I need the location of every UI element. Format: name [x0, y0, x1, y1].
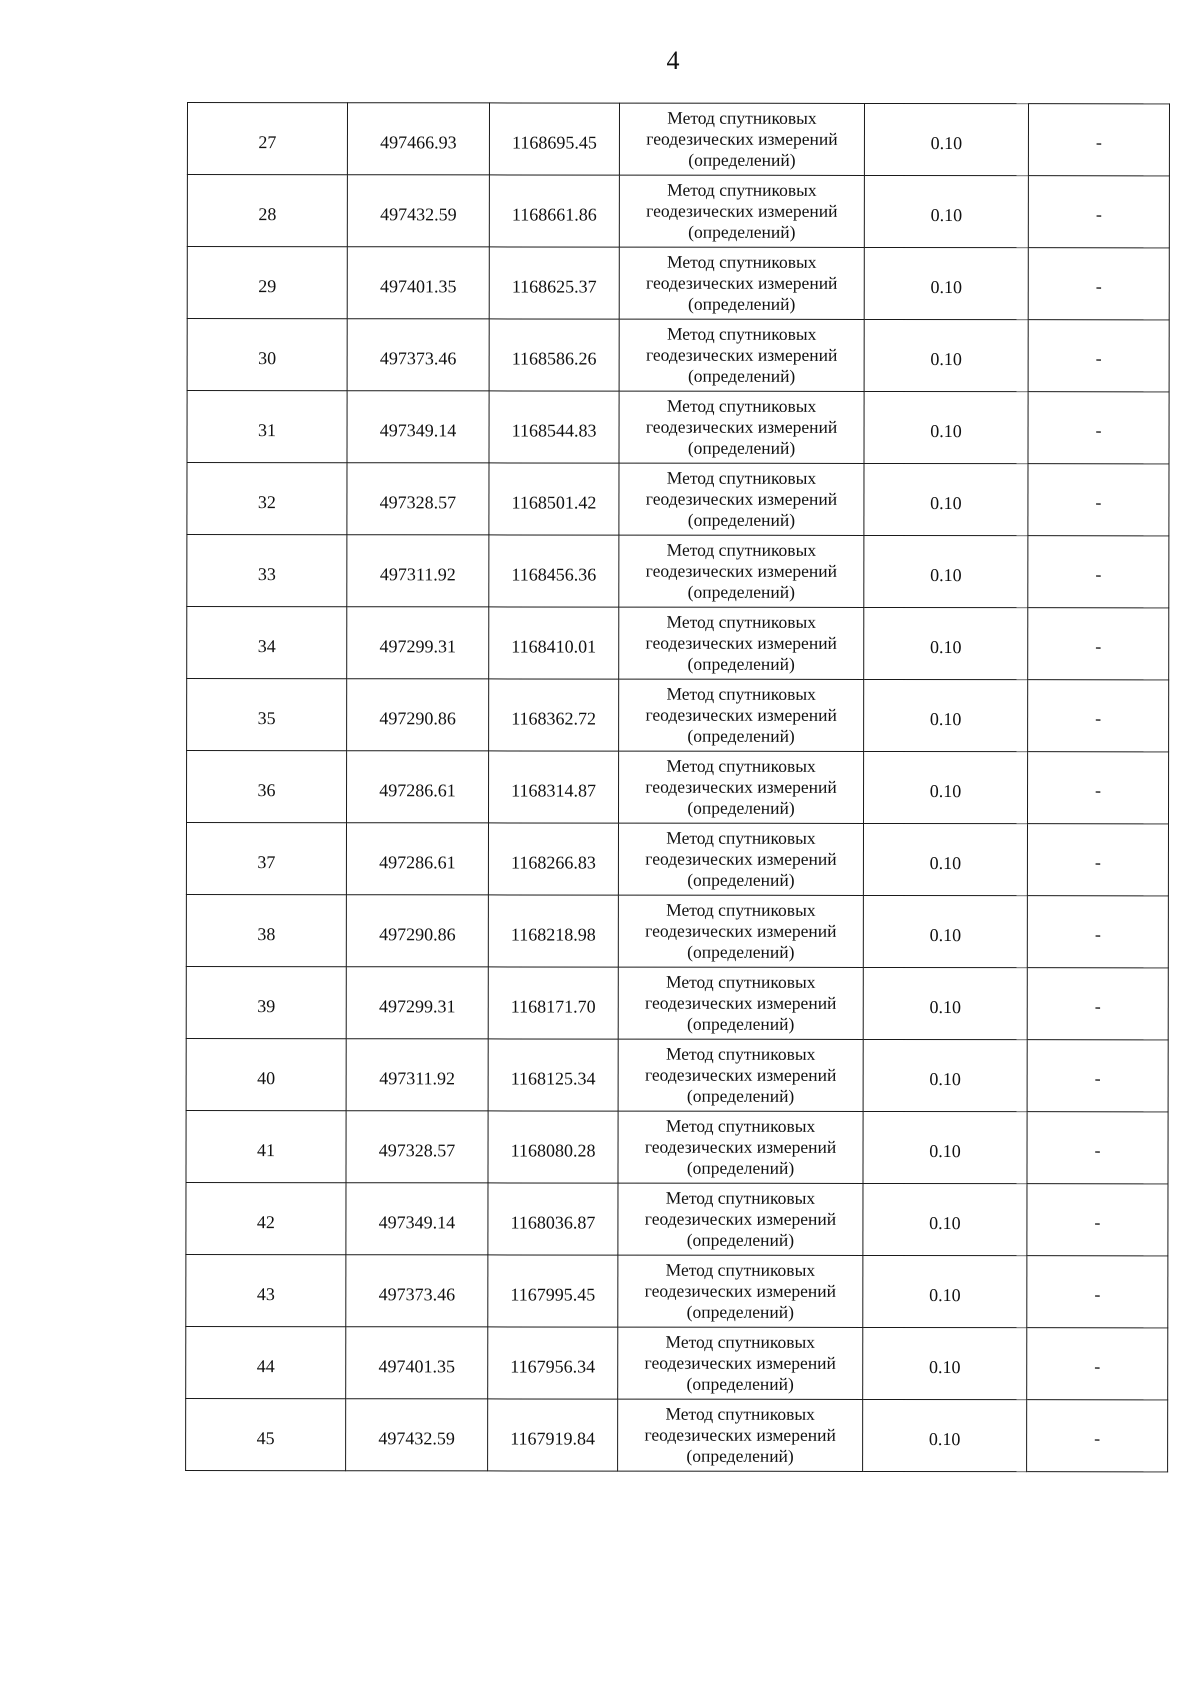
y-coordinate-cell: 1168266.83 [488, 823, 618, 895]
method-text-line: (определений) [687, 869, 795, 890]
y-coordinate-cell: 1168695.45 [489, 103, 619, 175]
accuracy-cell: 0.10 [864, 103, 1028, 175]
table-row [187, 175, 1169, 248]
point-number-cell: 41 [186, 1110, 346, 1182]
y-coordinate-cell: 1168362.72 [489, 679, 619, 751]
method-text-line: (определений) [688, 149, 796, 170]
point-number-cell: 33 [187, 535, 347, 607]
method-text-line: геодезических измерений [645, 992, 837, 1013]
method-text-line: геодезических измерений [646, 128, 838, 149]
point-number-cell: 34 [187, 607, 347, 679]
method-text-line: геодезических измерений [645, 776, 837, 797]
x-coordinate-cell: 497432.59 [347, 175, 489, 247]
x-coordinate-cell: 497401.35 [346, 1327, 488, 1399]
note-cell: - [1027, 1400, 1168, 1472]
point-number-cell: 32 [187, 463, 347, 535]
method-text-line: геодезических измерений [645, 488, 838, 509]
method-text-line: геодезических измерений [644, 1280, 837, 1301]
x-coordinate-cell: 497373.46 [346, 1255, 488, 1327]
point-number-cell: 42 [186, 1182, 346, 1254]
accuracy-cell: 0.10 [864, 607, 1028, 679]
method-text-line: геодезических измерений [644, 1136, 837, 1157]
note-cell: - [1027, 752, 1168, 824]
note-cell: - [1027, 1112, 1168, 1184]
note-cell: - [1027, 1256, 1168, 1328]
method-text-line: (определений) [686, 1229, 795, 1250]
method-cell [619, 247, 864, 319]
table-row [186, 966, 1168, 1039]
accuracy-cell: 0.10 [864, 391, 1028, 463]
note-cell: - [1028, 248, 1169, 320]
method-cell [619, 391, 864, 463]
method-cell [619, 175, 864, 247]
x-coordinate-cell: 497311.92 [347, 535, 489, 607]
x-coordinate-cell: 497466.93 [347, 103, 489, 175]
note-cell: - [1028, 176, 1169, 248]
method-text-line: геодезических измерений [645, 560, 838, 581]
method-cell [619, 607, 864, 679]
method-text-line: (определений) [687, 797, 795, 818]
point-number-cell: 37 [186, 823, 346, 895]
method-text-line: (определений) [687, 581, 795, 602]
accuracy-cell: 0.10 [863, 895, 1027, 967]
method-text-line: Метод спутниковых [666, 755, 816, 776]
table-row [186, 823, 1168, 896]
method-text-line: Метод спутниковых [665, 1187, 816, 1208]
method-text-line: (определений) [686, 1085, 795, 1106]
y-coordinate-cell: 1168544.83 [489, 391, 619, 463]
method-text-line: геодезических измерений [644, 1424, 836, 1445]
accuracy-cell: 0.10 [864, 175, 1028, 247]
note-cell: - [1028, 464, 1169, 536]
y-coordinate-cell: 1167956.34 [488, 1327, 618, 1399]
x-coordinate-cell: 497401.35 [347, 247, 489, 319]
table-row [187, 391, 1169, 464]
accuracy-cell: 0.10 [863, 1039, 1027, 1111]
x-coordinate-cell: 497311.92 [346, 1039, 488, 1111]
table-row [186, 1398, 1168, 1471]
note-cell: - [1027, 824, 1168, 896]
method-text-line: Метод спутниковых [665, 1259, 816, 1280]
y-coordinate-cell: 1168456.36 [489, 535, 619, 607]
method-cell [618, 823, 863, 895]
accuracy-cell: 0.10 [864, 535, 1028, 607]
coordinates-table-body [186, 103, 1170, 1472]
method-text-line: (определений) [687, 437, 796, 458]
method-cell [618, 751, 863, 823]
table-row [186, 1038, 1168, 1111]
note-cell: - [1028, 104, 1169, 176]
method-text-line: Метод спутниковых [666, 611, 817, 632]
method-text-line: Метод спутниковых [666, 683, 816, 704]
point-number-cell: 28 [187, 175, 347, 247]
note-cell: - [1028, 680, 1169, 752]
table-row [186, 894, 1168, 967]
method-text-line: Метод спутниковых [665, 1331, 816, 1352]
y-coordinate-cell: 1168586.26 [489, 319, 619, 391]
method-text-line: геодезических измерений [644, 1064, 837, 1085]
accuracy-cell: 0.10 [863, 967, 1027, 1039]
method-text-line: геодезических измерений [645, 416, 838, 437]
x-coordinate-cell: 497286.61 [346, 823, 488, 895]
method-cell [618, 1255, 863, 1327]
method-text-line: (определений) [687, 1013, 795, 1034]
method-text-line: (определений) [688, 293, 796, 314]
method-cell [619, 103, 864, 175]
x-coordinate-cell: 497349.14 [347, 391, 489, 463]
method-cell [618, 1111, 863, 1183]
method-text-line: геодезических измерений [645, 344, 838, 365]
accuracy-cell: 0.10 [863, 1399, 1027, 1471]
accuracy-cell: 0.10 [864, 247, 1028, 319]
method-text-line: геодезических измерений [646, 200, 838, 221]
y-coordinate-cell: 1168410.01 [489, 607, 619, 679]
x-coordinate-cell: 497328.57 [346, 1111, 488, 1183]
accuracy-cell: 0.10 [863, 1327, 1027, 1399]
method-text-line: (определений) [687, 725, 795, 746]
y-coordinate-cell: 1167995.45 [488, 1255, 618, 1327]
point-number-cell: 31 [187, 391, 347, 463]
method-text-line: геодезических измерений [645, 704, 837, 725]
table-row [187, 607, 1169, 680]
table-row [186, 1254, 1168, 1327]
accuracy-cell: 0.10 [863, 1255, 1027, 1327]
point-number-cell: 43 [186, 1254, 346, 1326]
note-cell: - [1027, 1184, 1168, 1256]
point-number-cell: 45 [186, 1398, 346, 1470]
method-text-line: Метод спутниковых [666, 827, 816, 848]
accuracy-cell: 0.10 [864, 463, 1028, 535]
method-text-line: (определений) [687, 653, 795, 674]
note-cell: - [1027, 896, 1168, 968]
method-text-line: геодезических измерений [644, 1208, 837, 1229]
point-number-cell: 29 [187, 247, 347, 319]
method-text-line: Метод спутниковых [666, 467, 817, 488]
method-text-line: геодезических измерений [645, 632, 837, 653]
note-cell: - [1028, 608, 1169, 680]
y-coordinate-cell: 1168080.28 [488, 1111, 618, 1183]
note-cell: - [1027, 1328, 1168, 1400]
method-text-line: (определений) [687, 941, 795, 962]
table-row [186, 751, 1168, 824]
method-text-line: (определений) [688, 221, 796, 242]
method-cell [619, 463, 864, 535]
method-text-line: Метод спутниковых [667, 179, 817, 200]
method-text-line: Метод спутниковых [667, 107, 817, 128]
table-row [186, 1326, 1168, 1399]
method-text-line: (определений) [686, 1373, 794, 1394]
y-coordinate-cell: 1167919.84 [488, 1399, 618, 1471]
point-number-cell: 40 [186, 1038, 346, 1110]
table-row [187, 463, 1169, 536]
method-text-line: геодезических измерений [645, 920, 837, 941]
note-cell: - [1028, 536, 1169, 608]
page-number: 4 [666, 46, 680, 75]
x-coordinate-cell: 497290.86 [346, 895, 488, 967]
method-text-line: Метод спутниковых [666, 971, 816, 992]
y-coordinate-cell: 1168125.34 [488, 1039, 618, 1111]
accuracy-cell: 0.10 [864, 319, 1028, 391]
method-text-line: Метод спутниковых [665, 1043, 816, 1064]
accuracy-cell: 0.10 [863, 751, 1027, 823]
x-coordinate-cell: 497299.31 [347, 607, 489, 679]
point-number-cell: 38 [186, 894, 346, 966]
x-coordinate-cell: 497299.31 [346, 967, 488, 1039]
point-number-cell: 30 [187, 319, 347, 391]
table-row [187, 247, 1169, 320]
method-text-line: Метод спутниковых [665, 1115, 816, 1136]
note-cell: - [1028, 392, 1169, 464]
y-coordinate-cell: 1168661.86 [489, 175, 619, 247]
method-text-line: Метод спутниковых [666, 323, 817, 344]
method-text-line: геодезических измерений [645, 848, 837, 869]
method-text-line: (определений) [687, 509, 796, 530]
method-text-line: Метод спутниковых [666, 899, 816, 920]
table-row [187, 535, 1169, 608]
point-number-cell: 36 [186, 751, 346, 823]
method-text-line: Метод спутниковых [666, 395, 817, 416]
x-coordinate-cell: 497286.61 [346, 751, 488, 823]
method-text-line: Метод спутниковых [666, 539, 817, 560]
x-coordinate-cell: 497373.46 [347, 319, 489, 391]
method-cell [618, 1327, 863, 1399]
y-coordinate-cell: 1168171.70 [488, 967, 618, 1039]
x-coordinate-cell: 497349.14 [346, 1183, 488, 1255]
note-cell: - [1028, 320, 1169, 392]
table-row [187, 319, 1169, 392]
y-coordinate-cell: 1168625.37 [489, 247, 619, 319]
method-cell [618, 1399, 863, 1471]
method-cell [619, 679, 864, 751]
method-text-line: геодезических измерений [646, 272, 838, 293]
y-coordinate-cell: 1168036.87 [488, 1183, 618, 1255]
accuracy-cell: 0.10 [863, 1111, 1027, 1183]
note-cell: - [1027, 968, 1168, 1040]
point-number-cell: 35 [187, 679, 347, 751]
method-text-line: (определений) [686, 1301, 794, 1322]
method-cell [618, 1039, 863, 1111]
method-text-line: Метод спутниковых [665, 1403, 815, 1424]
method-cell [618, 967, 863, 1039]
point-number-cell: 27 [187, 103, 347, 175]
point-number-cell: 39 [186, 966, 346, 1038]
method-text-line: (определений) [686, 1445, 794, 1466]
method-cell [618, 1183, 863, 1255]
method-text-line: (определений) [687, 365, 796, 386]
table-row [187, 679, 1169, 752]
method-cell [619, 535, 864, 607]
x-coordinate-cell: 497432.59 [346, 1399, 488, 1471]
table-row [186, 1110, 1168, 1183]
x-coordinate-cell: 497290.86 [347, 679, 489, 751]
coordinates-table [185, 102, 1170, 1472]
method-text-line: Метод спутниковых [667, 251, 817, 272]
y-coordinate-cell: 1168501.42 [489, 463, 619, 535]
accuracy-cell: 0.10 [863, 823, 1027, 895]
table-row [186, 1182, 1168, 1255]
method-cell [618, 895, 863, 967]
method-text-line: геодезических измерений [644, 1352, 836, 1373]
note-cell: - [1027, 1040, 1168, 1112]
y-coordinate-cell: 1168314.87 [488, 751, 618, 823]
method-text-line: (определений) [686, 1157, 795, 1178]
y-coordinate-cell: 1168218.98 [488, 895, 618, 967]
accuracy-cell: 0.10 [864, 679, 1028, 751]
method-cell [619, 319, 864, 391]
point-number-cell: 44 [186, 1326, 346, 1398]
accuracy-cell: 0.10 [863, 1183, 1027, 1255]
x-coordinate-cell: 497328.57 [347, 463, 489, 535]
table-row [187, 103, 1169, 176]
